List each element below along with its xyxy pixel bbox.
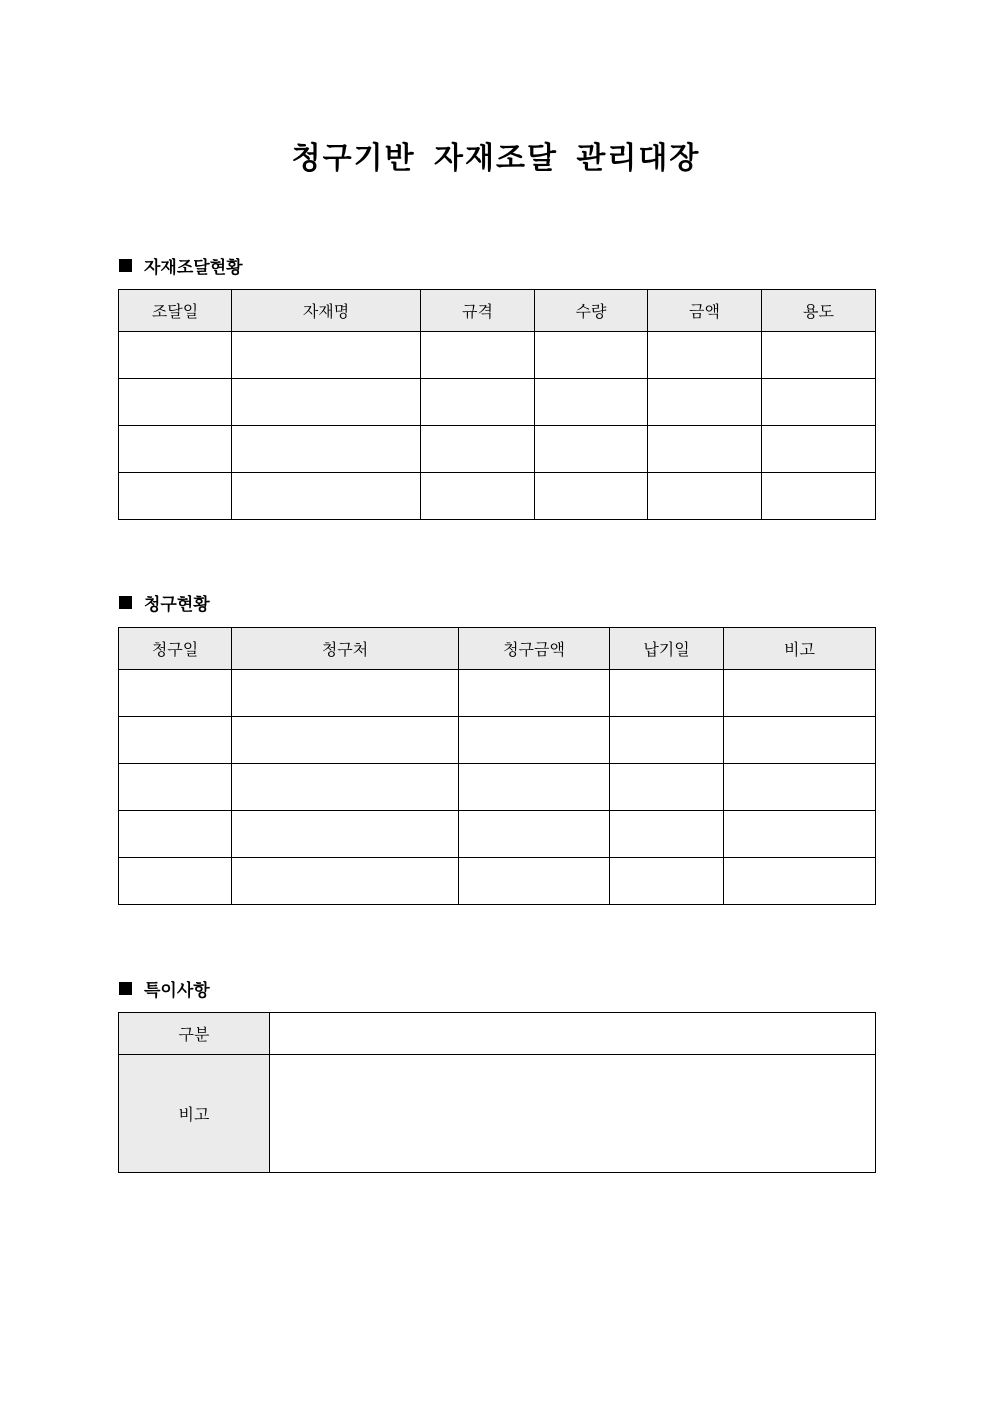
table-cell[interactable] [459, 811, 610, 858]
table-cell[interactable] [421, 473, 535, 520]
column-header-billing-party: 청구처 [232, 628, 459, 670]
table-cell[interactable] [119, 426, 232, 473]
table-cell[interactable] [232, 717, 459, 764]
notes-section-heading [119, 976, 210, 1001]
column-header-billing-date: 청구일 [119, 628, 232, 670]
table-cell[interactable] [724, 670, 876, 717]
column-header-purpose: 용도 [762, 290, 876, 332]
table-row [119, 717, 876, 764]
table-cell[interactable] [119, 858, 232, 905]
notes-row-remarks [119, 1055, 876, 1173]
notes-heading-text: 특이사항 [144, 981, 210, 1001]
document-title: 청구기반 자재조달 관리대장 [291, 141, 701, 176]
table-cell[interactable] [119, 811, 232, 858]
table-cell[interactable] [232, 858, 459, 905]
table-row [119, 379, 876, 426]
table-cell[interactable] [648, 473, 762, 520]
remarks-value[interactable] [270, 1055, 876, 1173]
table-cell[interactable] [232, 426, 421, 473]
table-row [119, 858, 876, 905]
table-cell[interactable] [232, 811, 459, 858]
table-cell[interactable] [610, 858, 724, 905]
column-header-material-name: 자재명 [232, 290, 421, 332]
column-header-due-date: 납기일 [610, 628, 724, 670]
column-header-procurement-date: 조달일 [119, 290, 232, 332]
table-cell[interactable] [421, 379, 535, 426]
column-header-billing-amount: 청구금액 [459, 628, 610, 670]
table-cell[interactable] [232, 764, 459, 811]
square-bullet-icon [119, 982, 132, 995]
table-cell[interactable] [232, 473, 421, 520]
table-header-row [119, 628, 876, 670]
table-cell[interactable] [610, 717, 724, 764]
square-bullet-icon [119, 259, 132, 272]
table-cell[interactable] [610, 764, 724, 811]
procurement-heading-text: 자재조달현황 [144, 258, 243, 278]
table-cell[interactable] [610, 811, 724, 858]
table-cell[interactable] [648, 332, 762, 379]
notes-row-category [119, 1013, 876, 1055]
procurement-table [118, 289, 876, 520]
table-cell[interactable] [762, 473, 876, 520]
table-cell[interactable] [724, 717, 876, 764]
table-row [119, 332, 876, 379]
table-cell[interactable] [119, 764, 232, 811]
table-cell[interactable] [724, 764, 876, 811]
table-cell[interactable] [535, 379, 648, 426]
table-cell[interactable] [762, 332, 876, 379]
remarks-label: 비고 [119, 1055, 270, 1173]
column-header-spec: 규격 [421, 290, 535, 332]
column-header-quantity: 수량 [535, 290, 648, 332]
table-cell[interactable] [459, 764, 610, 811]
table-cell[interactable] [421, 332, 535, 379]
table-row [119, 670, 876, 717]
table-row [119, 426, 876, 473]
table-cell[interactable] [119, 473, 232, 520]
billing-section-heading [119, 590, 210, 615]
table-cell[interactable] [648, 379, 762, 426]
notes-table [118, 1012, 876, 1173]
category-value[interactable] [270, 1013, 876, 1055]
table-cell[interactable] [535, 426, 648, 473]
category-label: 구분 [119, 1013, 270, 1055]
table-cell[interactable] [762, 426, 876, 473]
table-cell[interactable] [535, 473, 648, 520]
table-row [119, 764, 876, 811]
table-cell[interactable] [232, 670, 459, 717]
table-cell[interactable] [724, 858, 876, 905]
column-header-amount: 금액 [648, 290, 762, 332]
table-cell[interactable] [119, 379, 232, 426]
table-cell[interactable] [459, 858, 610, 905]
table-cell[interactable] [119, 670, 232, 717]
table-cell[interactable] [119, 332, 232, 379]
table-cell[interactable] [724, 811, 876, 858]
table-cell[interactable] [535, 332, 648, 379]
table-cell[interactable] [648, 426, 762, 473]
table-cell[interactable] [119, 717, 232, 764]
table-cell[interactable] [232, 379, 421, 426]
billing-heading-text: 청구현황 [144, 595, 210, 615]
table-cell[interactable] [232, 332, 421, 379]
table-cell[interactable] [421, 426, 535, 473]
table-cell[interactable] [762, 379, 876, 426]
procurement-section-heading [119, 253, 243, 278]
table-header-row [119, 290, 876, 332]
table-cell[interactable] [610, 670, 724, 717]
table-cell[interactable] [459, 670, 610, 717]
square-bullet-icon [119, 596, 132, 609]
table-row [119, 473, 876, 520]
table-row [119, 811, 876, 858]
column-header-remarks: 비고 [724, 628, 876, 670]
table-cell[interactable] [459, 717, 610, 764]
billing-table [118, 627, 876, 905]
